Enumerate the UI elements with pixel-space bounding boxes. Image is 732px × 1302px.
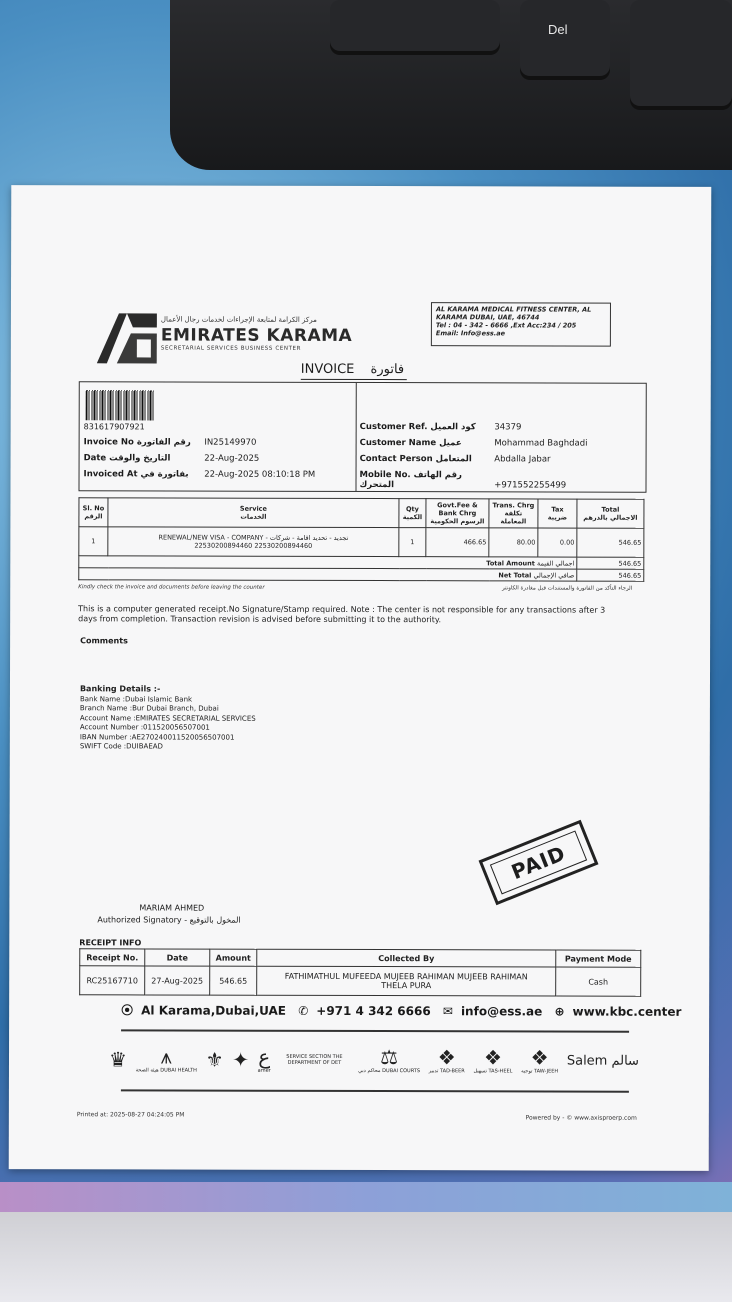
table-row — [79, 527, 644, 557]
header-label-ar: الرقم — [84, 512, 103, 521]
col-sl — [79, 498, 108, 527]
col-govt — [426, 499, 489, 528]
contact-phone: +971 4 342 6666 — [316, 1003, 431, 1019]
tas-heel-icon: ❖ تسهيل TAS-HEEL — [473, 1045, 513, 1075]
account-number: Account Number :011520056507001 — [79, 723, 210, 732]
amer-icon: ع amer — [257, 1044, 271, 1074]
net-total-label-en: Net Total — [498, 570, 532, 579]
keyboard — [170, 0, 732, 170]
row-total: 546.65 — [577, 528, 644, 557]
info-divider — [355, 383, 356, 491]
customer-name: Mohammad Baghdadi — [494, 438, 588, 449]
receipt-number: RC25167710 — [80, 966, 145, 995]
title-underline — [301, 379, 407, 380]
field-label-ar: كود العميل — [430, 422, 476, 433]
invoice-paper — [9, 185, 712, 1171]
tawjeeh-icon: ❖ توجيه TAW-JEEH — [521, 1045, 559, 1075]
header-label-ar: الاجمالي بالدرهم — [583, 513, 638, 522]
divider — [121, 1029, 629, 1032]
contact-location: Al Karama,Dubai,UAE — [141, 1003, 287, 1018]
header-label: Trans. Chrg — [492, 501, 535, 510]
signatory-name: MARIAM AHMED — [139, 903, 205, 913]
receipt-table — [79, 948, 641, 996]
logo-caption: SERVICE SECTION THE DEPARTMENT OF DET — [286, 1053, 343, 1066]
branch-name: Branch Name :Bur Dubai Branch, Dubai — [79, 704, 219, 713]
header-label: Sl. No — [82, 504, 105, 513]
field-label: Contact Person — [359, 453, 433, 465]
header-label: Govt.Fee & Bank Chrg — [437, 501, 478, 518]
field-label-ar: بفاتورة في — [140, 469, 189, 480]
center-email: Email: Info@ess.ae — [435, 329, 506, 338]
invoice-number: IN25149970 — [204, 437, 257, 448]
logo-caption: Salem سالم — [566, 1053, 639, 1069]
net-total-label-ar: صافي الإجمالي — [533, 570, 575, 580]
location-icon: ⦿ — [121, 1003, 134, 1018]
col-total — [577, 499, 644, 528]
contact-bar — [121, 1001, 689, 1019]
payment-mode: Cash — [556, 967, 641, 996]
center-address-line: AL KARAMA MEDICAL FITNESS CENTER, AL — [435, 305, 592, 314]
icp-icon: ✦ — [232, 1047, 250, 1072]
field-label: Customer Name — [359, 437, 437, 449]
center-address-box — [431, 302, 611, 346]
logo-caption: تسهيل TAS-HEEL — [473, 1068, 513, 1075]
row-qty: 1 — [399, 528, 426, 557]
header-label: Total — [601, 505, 620, 514]
field-label-ar: المتعامل — [435, 454, 472, 465]
comments-heading: Comments — [80, 636, 128, 646]
company-brand — [161, 315, 352, 352]
disclaimer: This is a computer generated receipt.No Signature/Stamp required. Note : The center is not responsible for any transactions after 3 days from completion. Transaction revision is advised before submitting it to the authority. — [78, 604, 606, 625]
row-service — [108, 527, 399, 557]
col-qty — [399, 499, 426, 528]
paid-stamp — [479, 820, 599, 905]
del-key — [520, 0, 610, 80]
invoice-date-row — [84, 453, 260, 463]
logo-caption: تدبير TAD-BEER — [428, 1068, 465, 1075]
desk-surface — [0, 1212, 732, 1302]
salem-icon — [567, 1053, 639, 1068]
header-label-ar: الخدمات — [240, 512, 267, 521]
net-total-label — [79, 568, 577, 581]
row-govt-fee: 466.65 — [426, 528, 489, 557]
banking-heading: Banking Details :- — [79, 684, 161, 694]
field-label: Invoice No — [83, 437, 134, 448]
col-amount: Amount — [210, 949, 257, 966]
contact-person: Abdalla Jabar — [494, 454, 551, 465]
tadbeer-icon: ❖ تدبير TAD-BEER — [428, 1045, 465, 1075]
customer-name-row — [360, 438, 588, 449]
invoice-number-row — [84, 437, 257, 447]
logo-caption: amer — [257, 1067, 271, 1074]
total-amount: 546.65 — [577, 557, 644, 569]
col-date: Date — [145, 949, 210, 966]
row-sl: 1 — [79, 527, 108, 556]
col-service — [108, 498, 399, 528]
field-label: Invoiced At — [83, 469, 138, 480]
field-label-ar: رقم الفاتورة — [136, 437, 191, 448]
dubai-police-icon: ⚜ — [205, 1047, 224, 1072]
printed-at: Printed at: 2025-08-27 04:24:05 PM — [76, 1111, 185, 1119]
receipt-info-title: RECEIPT INFO — [79, 938, 142, 948]
customer-ref-row — [360, 422, 522, 432]
row-trans-charge: 80.00 — [489, 528, 538, 557]
swift-code: SWIFT Code :DUIBAEAD — [79, 742, 163, 751]
keyboard-key — [630, 0, 732, 110]
company-tagline: SECRETARIAL SERVICES BUSINESS CENTER — [160, 345, 302, 352]
total-amount-label-en: Total Amount — [486, 558, 535, 567]
company-arabic-name: مركز الكرامة لمتابعة الإجراءات لخدمات رجال الأعمال — [160, 315, 317, 324]
web-icon: ⊕ — [554, 1004, 565, 1019]
logo-caption: هيئة الصحة DUBAI HEALTH — [135, 1067, 197, 1074]
account-name: Account Name :EMIRATES SECRETARIAL SERVICES — [79, 713, 256, 723]
banking-details — [80, 684, 256, 752]
field-label-ar: رقم الهاتف المتحرك — [359, 470, 462, 491]
col-tax — [538, 499, 577, 528]
field-label: Customer Ref. — [359, 421, 428, 433]
center-address-line: KARAMA DUBAI, UAE, 46744 — [435, 313, 540, 322]
header-label-ar: ضريبة — [547, 513, 568, 522]
mobile-number: +971552255499 — [494, 480, 567, 491]
table-row — [80, 966, 641, 996]
receipt-date: 27-Aug-2025 — [145, 966, 210, 995]
header-label-ar: الرسوم الحكومية — [430, 517, 485, 526]
receipt-header-row — [80, 949, 641, 967]
barcode-number: 831617907921 — [83, 422, 145, 432]
collected-by-line: THELA PURA — [381, 981, 432, 991]
dubai-courts-icon: ⚖ محاكم دبي DUBAI COURTS — [358, 1045, 421, 1075]
invoice-title — [301, 362, 416, 377]
row-tax: 0.00 — [538, 528, 577, 557]
check-note-ar: الرجاء التأكد من الفاتورة والمستندات قبل مغادرة الكاونتر — [501, 585, 633, 592]
col-collected-by: Collected By — [257, 949, 556, 967]
contact-email: info@ess.ae — [460, 1004, 543, 1019]
invoiced-at-row — [84, 469, 316, 480]
center-phone: Tel : 04 - 342 - 6666 ,Ext Acc:234 / 205 — [435, 321, 577, 330]
divider — [121, 1089, 629, 1092]
field-label-ar: عميل — [439, 438, 462, 449]
col-payment-mode: Payment Mode — [556, 950, 641, 967]
receipt-amount: 546.65 — [210, 966, 257, 995]
mobile-row — [359, 470, 566, 491]
header-label: Service — [239, 504, 267, 513]
partner-logos — [109, 1033, 639, 1086]
col-receipt-no: Receipt No. — [80, 949, 145, 966]
invoice-date: 22-Aug-2025 — [204, 453, 260, 464]
contact-website: www.kbc.center — [572, 1004, 682, 1019]
keyboard-key — [330, 0, 500, 55]
contact-person-row — [360, 454, 551, 464]
collected-by — [257, 966, 556, 996]
net-total: 546.65 — [577, 569, 644, 581]
det-icon — [279, 1054, 349, 1066]
services-table — [78, 497, 644, 581]
invoice-info-box — [78, 381, 646, 492]
net-total-row — [79, 568, 644, 581]
service-references: 22530200894460 22530200894460 — [194, 541, 313, 550]
header-label-ar: الكمية — [402, 513, 423, 522]
field-label-ar: التاريخ والوقت — [109, 453, 171, 464]
services-header-row — [79, 498, 644, 528]
dubai-health-icon: ⩚ هيئة الصحة DUBAI HEALTH — [135, 1044, 197, 1074]
logo-caption: محاكم دبي DUBAI COURTS — [358, 1067, 421, 1075]
invoice-title-ar: فاتورة — [370, 362, 405, 378]
check-note: Kindly check the invoice and documents before leaving the counter — [78, 584, 265, 591]
invoiced-at: 22-Aug-2025 08:10:18 PM — [204, 469, 316, 480]
header-label: Qty — [405, 505, 419, 514]
paid-stamp-text: PAID — [490, 830, 587, 894]
customer-ref: 34379 — [494, 422, 522, 433]
powered-by: Powered by - © www.axisproerp.com — [525, 1114, 637, 1122]
header-label-ar: تكلفة المعاملة — [500, 509, 527, 526]
col-trans — [489, 499, 538, 528]
signatory-role: Authorized Signatory - المخول بالتوقيع — [97, 915, 241, 925]
collected-by-line: FATHIMATHUL MUFEEDA MUJEEB RAHIMAN MUJEEB RAHIMAN — [284, 971, 528, 982]
email-icon: ✉ — [442, 1004, 453, 1019]
service-description: RENEWAL/NEW VISA - COMPANY - تجديد - تحديد اقامة - شركات — [158, 533, 349, 542]
field-label: Mobile No. — [359, 469, 411, 481]
header-label: Tax — [551, 505, 564, 514]
invoice-title-en: INVOICE — [300, 361, 355, 377]
bank-name: Bank Name :Dubai Islamic Bank — [79, 695, 193, 704]
iban-number: IBAN Number :AE270240011520056507001 — [79, 732, 235, 742]
uae-emblem-icon: ♛ — [108, 1047, 127, 1072]
field-label: Date — [83, 453, 107, 464]
company-name: EMIRATES KARAMA — [160, 325, 353, 346]
phone-icon: ✆ — [298, 1003, 309, 1018]
del-key-label: Del — [548, 22, 568, 37]
company-logo-icon — [97, 309, 157, 365]
barcode-icon — [86, 390, 154, 420]
total-amount-label-ar: اجمالي القيمة — [536, 558, 575, 568]
logo-caption: توجيه TAW-JEEH — [521, 1068, 559, 1075]
